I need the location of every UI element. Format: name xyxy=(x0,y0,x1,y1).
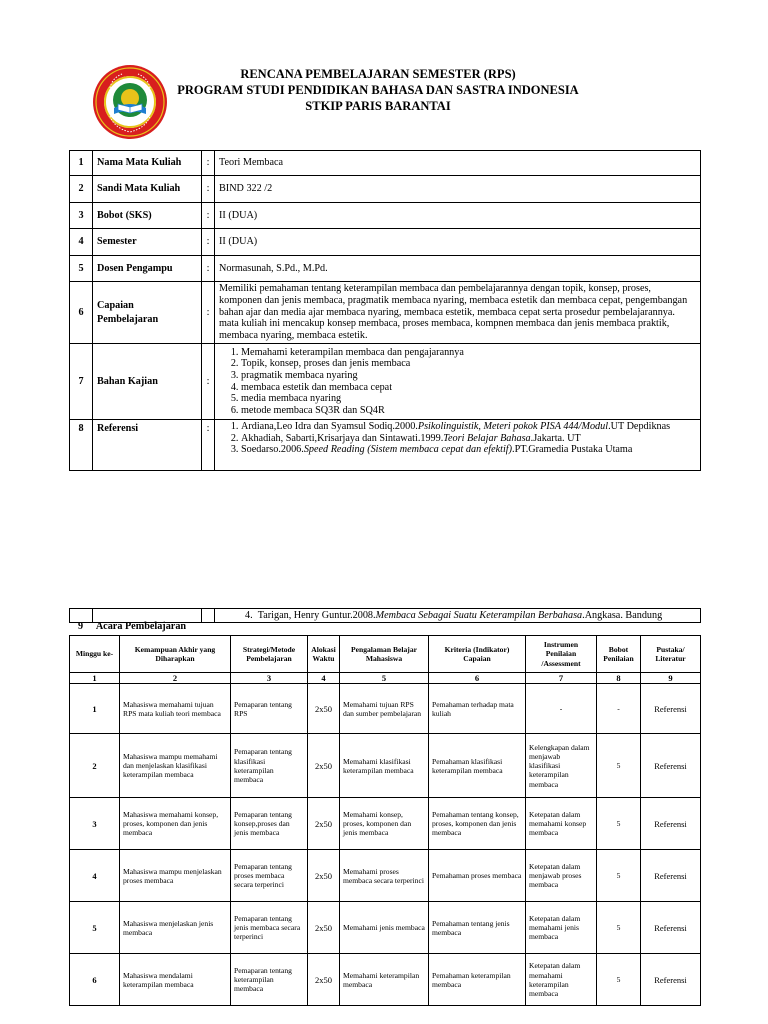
list-item: 5. media membaca nyaring xyxy=(241,393,696,405)
cell-bobot: 5 xyxy=(597,954,641,1006)
row-colon: : xyxy=(202,176,215,203)
column-header: Bobot Penilaian xyxy=(597,636,641,673)
cell-week: 3 xyxy=(70,798,120,850)
row-label: Capaian Pembelajaran xyxy=(93,282,202,344)
info-row xyxy=(70,420,701,471)
cell-strategi: Pemaparan tentang klasifikasi keterampilan membaca xyxy=(231,734,308,798)
row-label: Sandi Mata Kuliah xyxy=(93,176,202,203)
cell-pengalaman: Memahami jenis membaca xyxy=(340,902,429,954)
row-number: 3 xyxy=(70,203,93,229)
reference-item: 3. Soedarso.2006.Speed Reading (Sistem membaca cepat dan efektif).PT.Gramedia Pustaka Utama xyxy=(241,444,696,456)
row-label: Nama Mata Kuliah xyxy=(93,151,202,176)
column-number-row xyxy=(70,673,701,684)
cell-bobot: 5 xyxy=(597,798,641,850)
row-label: Dosen Pengampu xyxy=(93,256,202,282)
header-line-1: RENCANA PEMBELAJARAN SEMESTER (RPS) xyxy=(240,67,516,81)
cell-kemampuan: Mahasiswa menjelaskan jenis membaca xyxy=(120,902,231,954)
cell-pengalaman: Memahami klasifikasi keterampilan membaca xyxy=(340,734,429,798)
info-row xyxy=(70,203,701,229)
cell-strategi: Pemaparan tentang jenis membaca secara terperinci xyxy=(231,902,308,954)
empty-cell xyxy=(202,609,215,623)
cell-bobot: 5 xyxy=(597,850,641,902)
row-value: Memiliki pemahaman tentang keterampilan membaca dan pembelajarannya dengan topik, konsep, proses, komponen dan jenis membaca, pragmatik membaca nyaring, membaca estetik dan membaca cepat, pengembangan bahan ajar dan media ajar membaca nyaring, membaca estetik, membaca cepat serta prosedur pembelajarannya. mata kuliah ini mencakup konsep membaca, proses membaca, kompnen membaca dan jenis membaca praktik, membaca nyaring, membaca estetik. xyxy=(215,282,701,344)
cell-alokasi: 2x50 xyxy=(308,684,340,734)
cell-instrumen: Ketepatan dalam memahami jenis membaca xyxy=(526,902,597,954)
list-item: 6. metode membaca SQ3R dan SQ4R xyxy=(241,405,696,417)
table-row xyxy=(70,734,701,798)
institution-seal-logo xyxy=(92,64,168,140)
cell-alokasi: 2x50 xyxy=(308,850,340,902)
row-number: 2 xyxy=(70,176,93,203)
cell-instrumen: Ketepatan dalam memahami keterampilan membaca xyxy=(526,954,597,1006)
cell-pustaka: Referensi xyxy=(641,850,701,902)
acara-number: 9 xyxy=(78,621,84,632)
column-header: Minggu ke- xyxy=(70,636,120,673)
row-colon: : xyxy=(202,256,215,282)
cell-pustaka: Referensi xyxy=(641,684,701,734)
cell-kriteria: Pemahaman klasifikasi keterampilan membaca xyxy=(429,734,526,798)
info-row xyxy=(70,229,701,256)
row-value: BIND 322 /2 xyxy=(215,176,701,203)
row-number: 5 xyxy=(70,256,93,282)
cell-week: 5 xyxy=(70,902,120,954)
table-row xyxy=(70,684,701,734)
row-label: Bobot (SKS) xyxy=(93,203,202,229)
cell-pustaka: Referensi xyxy=(641,734,701,798)
table-row xyxy=(70,850,701,902)
acara-label: Acara Pembelajaran xyxy=(95,621,187,632)
table-row xyxy=(70,902,701,954)
acara-heading xyxy=(78,621,186,632)
column-header: Pustaka/ Literatur xyxy=(641,636,701,673)
column-number: 7 xyxy=(526,673,597,684)
header-row xyxy=(70,636,701,673)
column-header: Kemampuan Akhir yang Diharapkan xyxy=(120,636,231,673)
cell-strategi: Pemaparan tentang RPS xyxy=(231,684,308,734)
row-value xyxy=(215,344,701,420)
row-number: 1 xyxy=(70,151,93,176)
cell-kriteria: Pemahaman terhadap mata kuliah xyxy=(429,684,526,734)
cell-kemampuan: Mahasiswa mampu menjelaskan proses membaca xyxy=(120,850,231,902)
table-row xyxy=(70,954,701,1006)
column-number: 6 xyxy=(429,673,526,684)
cell-strategi: Pemaparan tentang keterampilan membaca xyxy=(231,954,308,1006)
cell-week: 6 xyxy=(70,954,120,1006)
row-label: Bahan Kajian xyxy=(93,344,202,420)
column-number: 9 xyxy=(641,673,701,684)
cell-instrumen: Kelengkapan dalam menjawab klasifikasi keterampilan membaca xyxy=(526,734,597,798)
reference-list xyxy=(219,421,696,456)
row-colon: : xyxy=(202,203,215,229)
column-header: Kriteria (Indikator) Capaian xyxy=(429,636,526,673)
row-value: II (DUA) xyxy=(215,229,701,256)
row-number: 4 xyxy=(70,229,93,256)
cell-alokasi: 2x50 xyxy=(308,798,340,850)
cell-alokasi: 2x50 xyxy=(308,902,340,954)
row-colon: : xyxy=(202,420,215,471)
cell-pustaka: Referensi xyxy=(641,954,701,1006)
cell-alokasi: 2x50 xyxy=(308,954,340,1006)
list-item: 2. Topik, konsep, proses dan jenis membaca xyxy=(241,358,696,370)
column-number: 2 xyxy=(120,673,231,684)
reference-item: 2. Akhadiah, Sabarti,Krisarjaya dan Sintawati.1999.Teori Belajar Bahasa.Jakarta. UT xyxy=(241,433,696,445)
cell-pengalaman: Memahami proses membaca secara terperinci xyxy=(340,850,429,902)
cell-kriteria: Pemahaman tentang jenis membaca xyxy=(429,902,526,954)
row-colon: : xyxy=(202,344,215,420)
row-number: 8 xyxy=(70,420,93,471)
reference-item: 1. Ardiana,Leo Idra dan Syamsul Sodiq.2000.Psikolinguistik, Meteri pokok PISA 444/Modul.UT Depdiknas xyxy=(241,421,696,433)
header-line-3: STKIP PARIS BARANTAI xyxy=(305,99,451,113)
column-number: 4 xyxy=(308,673,340,684)
row-colon: : xyxy=(202,151,215,176)
cell-kemampuan: Mahasiswa memahami konsep, proses, komponen dan jenis membaca xyxy=(120,798,231,850)
table-row xyxy=(70,798,701,850)
cell-pustaka: Referensi xyxy=(641,798,701,850)
column-number: 3 xyxy=(231,673,308,684)
cell-bobot: 5 xyxy=(597,902,641,954)
cell-kemampuan: Mahasiswa mendalami keterampilan membaca xyxy=(120,954,231,1006)
cell-week: 1 xyxy=(70,684,120,734)
cell-pengalaman: Memahami keterampilan membaca xyxy=(340,954,429,1006)
cell-alokasi: 2x50 xyxy=(308,734,340,798)
course-info-table xyxy=(69,150,701,471)
cell-instrumen: - xyxy=(526,684,597,734)
info-row xyxy=(70,282,701,344)
column-header: Alokasi Waktu xyxy=(308,636,340,673)
cell-instrumen: Ketepatan dalam memahami konsep membaca xyxy=(526,798,597,850)
list-item: 4. membaca estetik dan membaca cepat xyxy=(241,382,696,394)
row-value: Teori Membaca xyxy=(215,151,701,176)
row-colon: : xyxy=(202,229,215,256)
learning-plan-table xyxy=(69,635,701,1006)
row-label: Referensi xyxy=(93,420,202,471)
row-number: 7 xyxy=(70,344,93,420)
list-item: 1. Memahami keterampilan membaca dan pengajarannya xyxy=(241,347,696,359)
cell-kriteria: Pemahaman tentang konsep, proses, komponen dan jenis membaca xyxy=(429,798,526,850)
column-number: 5 xyxy=(340,673,429,684)
cell-bobot: - xyxy=(597,684,641,734)
column-header: Strategi/Metode Pembelajaran xyxy=(231,636,308,673)
row-number: 6 xyxy=(70,282,93,344)
row-value xyxy=(215,420,701,471)
cell-strategi: Pemaparan tentang proses membaca secara terperinci xyxy=(231,850,308,902)
info-row xyxy=(70,176,701,203)
info-row xyxy=(70,344,701,420)
row-label: Semester xyxy=(93,229,202,256)
reference-item: 4. Tarigan, Henry Guntur.2008.Membaca Sebagai Suatu Keterampilan Berbahasa.Angkasa. Bandung xyxy=(215,609,701,623)
info-row xyxy=(70,256,701,282)
bahan-kajian-list xyxy=(219,347,696,416)
cell-pengalaman: Memahami konsep, proses, komponen dan jenis membaca xyxy=(340,798,429,850)
cell-pustaka: Referensi xyxy=(641,902,701,954)
cell-instrumen: Ketepatan dalam menjawab proses membaca xyxy=(526,850,597,902)
cell-kriteria: Pemahaman keterampilan membaca xyxy=(429,954,526,1006)
row-value: Normasunah, S.Pd., M.Pd. xyxy=(215,256,701,282)
cell-kemampuan: Mahasiswa memahami tujuan RPS mata kuliah teori membaca xyxy=(120,684,231,734)
list-item: 3. pragmatik membaca nyaring xyxy=(241,370,696,382)
cell-kriteria: Pemahaman proses membaca xyxy=(429,850,526,902)
cell-kemampuan: Mahasiswa mampu memahami dan menjelaskan klasifikasi keterampilan membaca xyxy=(120,734,231,798)
cell-week: 2 xyxy=(70,734,120,798)
cell-pengalaman: Memahami tujuan RPS dan sumber pembelajaran xyxy=(340,684,429,734)
row-value: II (DUA) xyxy=(215,203,701,229)
column-number: 1 xyxy=(70,673,120,684)
column-header: Pengalaman Belajar Mahasiswa xyxy=(340,636,429,673)
header-line-2: PROGRAM STUDI PENDIDIKAN BAHASA DAN SASTRA INDONESIA xyxy=(177,83,579,97)
info-row xyxy=(70,151,701,176)
row-colon: : xyxy=(202,282,215,344)
column-number: 8 xyxy=(597,673,641,684)
column-header: Instrumen Penilaian /Assessment xyxy=(526,636,597,673)
cell-strategi: Pemaparan tentang konsep,proses dan jenis membaca xyxy=(231,798,308,850)
cell-bobot: 5 xyxy=(597,734,641,798)
cell-week: 4 xyxy=(70,850,120,902)
